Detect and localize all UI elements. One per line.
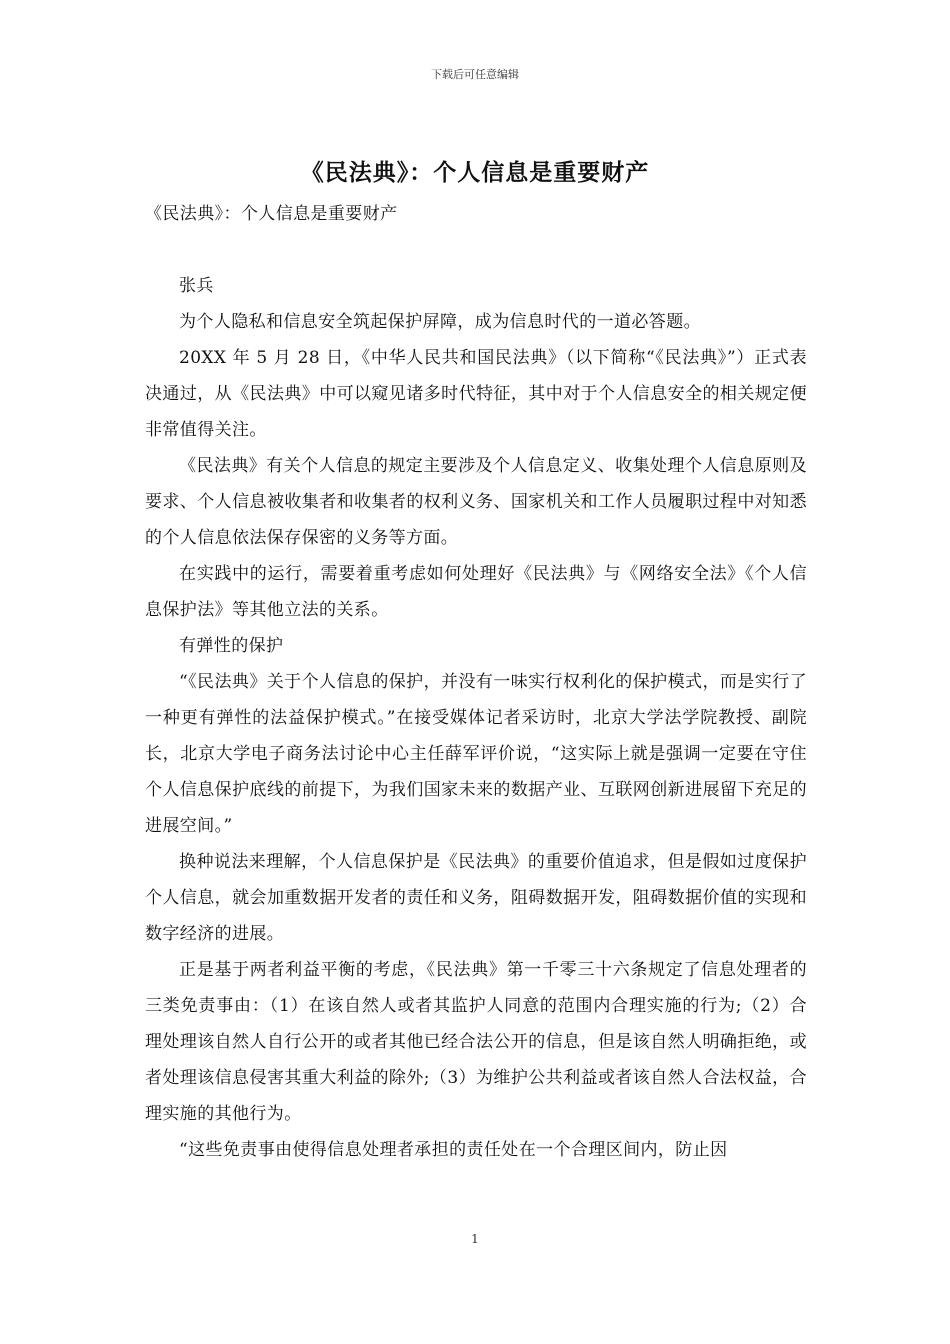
document-body: [145, 196, 807, 1168]
paragraph: 为个人隐私和信息安全筑起保护屏障，成为信息时代的一道必答题。: [179, 312, 701, 332]
paragraph: 换种说法来理解，个人信息保护是《民法典》的重要价值追求，但是假如过度保护个人信息，就会加重数据开发者的责任和义务，阻碍数据开发，阻碍数据价值的实现和数字经济的进展。: [145, 852, 807, 944]
section-heading: 有弹性的保护: [179, 636, 284, 656]
author-name: 张兵: [179, 276, 214, 296]
header-note: 下载后可任意编辑: [431, 68, 519, 81]
paragraph: “《民法典》关于个人信息的保护，并没有一味实行权利化的保护模式，而是实行了一种更有弹性的法益保护模式。”在接受媒体记者采访时，北京大学法学院教授、副院长，北京大学电子商务法讨论中心主任薛军评价说，“这实际上就是强调一定要在守住个人信息保护底线的前提下，为我们国家未来的数据产业、互联网创新进展留下充足的进展空间。”: [145, 672, 807, 836]
document-subtitle: 《民法典》：个人信息是重要财产: [145, 204, 398, 224]
paragraph: 正是基于两者利益平衡的考虑，《民法典》第一千零三十六条规定了信息处理者的三类免责事由：（1）在该自然人或者其监护人同意的范围内合理实施的行为;（2）合理处理该自然人自行公开的或者其他已经合法公开的信息，但是该自然人明确拒绝，或者处理该信息侵害其重大利益的除外;（3）为维护公共利益或者该自然人合法权益，合理实施的其他行为。: [145, 960, 807, 1124]
document-title: 《民法典》：个人信息是重要财产: [300, 160, 650, 186]
page-number: 1: [471, 1232, 479, 1246]
paragraph: 《民法典》有关个人信息的规定主要涉及个人信息定义、收集处理个人信息原则及要求、个人信息被收集者和收集者的权利义务、国家机关和工作人员履职过程中对知悉的个人信息依法保存保密的义务等方面。: [145, 456, 807, 548]
paragraph: 在实践中的运行，需要着重考虑如何处理好《民法典》与《网络安全法》《个人信息保护法》等其他立法的关系。: [145, 564, 807, 620]
paragraph: “这些免责事由使得信息处理者承担的责任处在一个合理区间内，防止因: [179, 1140, 728, 1160]
paragraph: 20XX 年 5 月 28 日，《中华人民共和国民法典》（以下简称“《民法典》”）正式表决通过，从《民法典》中可以窥见诸多时代特征，其中对于个人信息安全的相关规定便非常值得关注。: [145, 348, 807, 440]
